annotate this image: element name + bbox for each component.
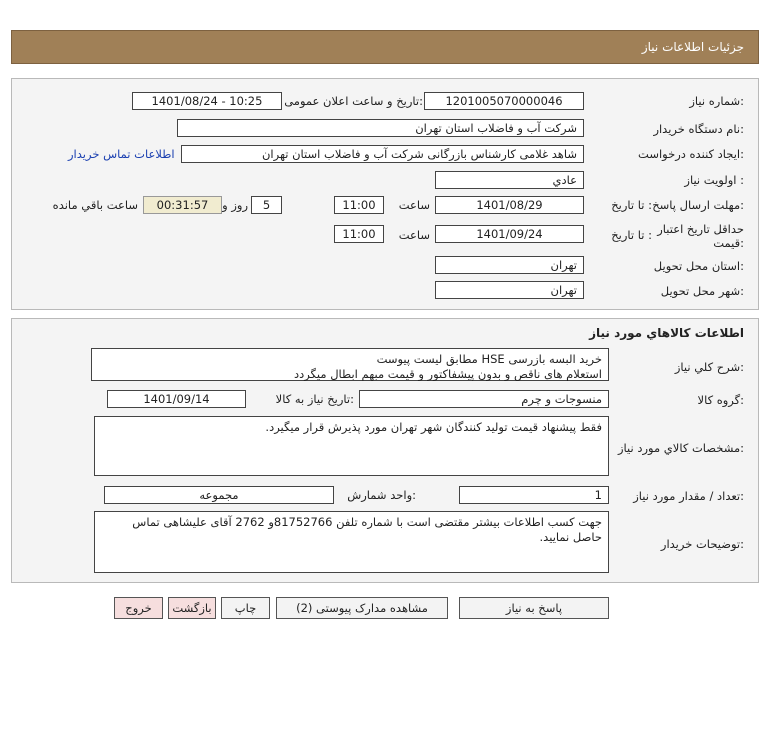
remaining-time-label: ساعت باقي مانده xyxy=(52,198,138,212)
delivery-city-field: تهران xyxy=(435,281,584,299)
page-header xyxy=(11,30,759,64)
quantity-label: تعداد / مقدار مورد نیاز: xyxy=(633,489,744,503)
buyer-notes-field: جهت کسب اطلاعات بیشتر مقتضی است با شماره تلفن 81752766و 2762 آقای علیشاهی تماس حاصل نمایید. xyxy=(94,511,609,573)
goods-section-title: اطلاعات کالاهاي مورد نياز xyxy=(589,326,744,340)
exit-button[interactable]: خروج xyxy=(114,597,163,619)
goods-group-label: گروه کالا: xyxy=(697,393,744,407)
reply-time-label: ساعت xyxy=(398,198,430,212)
unit-label: واحد شمارش: xyxy=(347,488,416,502)
validity-date-field: 1401/09/24 xyxy=(435,225,584,243)
remaining-days-field: 5 xyxy=(251,196,282,214)
priority-field: عادي xyxy=(435,171,584,189)
need-summary-field xyxy=(91,348,609,381)
delivery-city-label: شهر محل تحویل: xyxy=(660,284,744,298)
delivery-province-field: تهران xyxy=(435,256,584,274)
validity-to-date-label: تا تاریخ : xyxy=(611,228,652,242)
back-button[interactable]: بازگشت xyxy=(168,597,216,619)
need-info-panel xyxy=(11,78,759,310)
validity-time-label: ساعت xyxy=(398,228,430,242)
goods-specs-label: مشخصات کالاي مورد نياز: xyxy=(617,441,744,455)
buyer-contact-link[interactable]: اطلاعات تماس خریدار xyxy=(68,147,175,161)
need-date-label: تاریخ نیاز به کالا: xyxy=(275,392,354,406)
announce-datetime-field: 1401/08/24 - 10:25 xyxy=(132,92,282,110)
reply-deadline-label: مهلت ارسال پاسخ: xyxy=(652,198,744,212)
priority-label: اولویت نیاز : xyxy=(684,173,744,187)
unit-field: مجموعه xyxy=(104,486,334,504)
goods-group-field: منسوجات و چرم xyxy=(359,390,609,408)
announce-datetime-label: تاریخ و ساعت اعلان عمومی: xyxy=(284,94,423,108)
need-number-field: 1201005070000046 xyxy=(424,92,584,110)
quantity-field: 1 xyxy=(459,486,609,504)
days-label: روز و xyxy=(222,198,248,212)
need-summary-label: شرح کلي نياز: xyxy=(674,360,744,374)
need-date-field: 1401/09/14 xyxy=(107,390,246,408)
buyer-org-label: نام دستگاه خریدار: xyxy=(653,122,744,136)
price-validity-label: حداقل تاریخ اعتبار قیمت: xyxy=(657,222,744,250)
need-summary-line-2: استعلام های ناقص و بدون پیشفاکتور و قیمت مبهم ابطال میگردد xyxy=(293,367,602,381)
request-creator-label: ایجاد کننده درخواست: xyxy=(638,147,744,161)
delivery-province-label: استان محل تحویل: xyxy=(653,259,744,273)
need-number-label: شماره نیاز: xyxy=(689,94,744,108)
buyer-notes-label: توضیحات خریدار: xyxy=(660,537,744,551)
reply-to-need-button[interactable]: پاسخ به نیاز xyxy=(459,597,609,619)
request-creator-field: شاهد غلامی کارشناس بازرگانی شرکت آب و فاضلاب استان تهران xyxy=(181,145,584,163)
reply-date-field: 1401/08/29 xyxy=(435,196,584,214)
buyer-org-field: شرکت آب و فاضلاب استان تهران xyxy=(177,119,584,137)
need-summary-line-1: خرید البسه بازرسی HSE مطابق لیست پیوست xyxy=(376,352,602,366)
reply-to-date-label: تا تاریخ : xyxy=(611,198,652,212)
goods-specs-field: فقط پیشنهاد قیمت تولید کنندگان شهر تهران مورد پذیرش قرار میگیرد. xyxy=(94,416,609,476)
page-title: جزئیات اطلاعات نیاز xyxy=(641,40,744,54)
validity-time-field: 11:00 xyxy=(334,225,384,243)
reply-time-field: 11:00 xyxy=(334,196,384,214)
print-button[interactable]: چاپ xyxy=(221,597,270,619)
view-attachments-button[interactable]: مشاهده مدارک پیوستی (2) xyxy=(276,597,448,619)
remaining-time-display: 00:31:57 xyxy=(143,196,222,214)
